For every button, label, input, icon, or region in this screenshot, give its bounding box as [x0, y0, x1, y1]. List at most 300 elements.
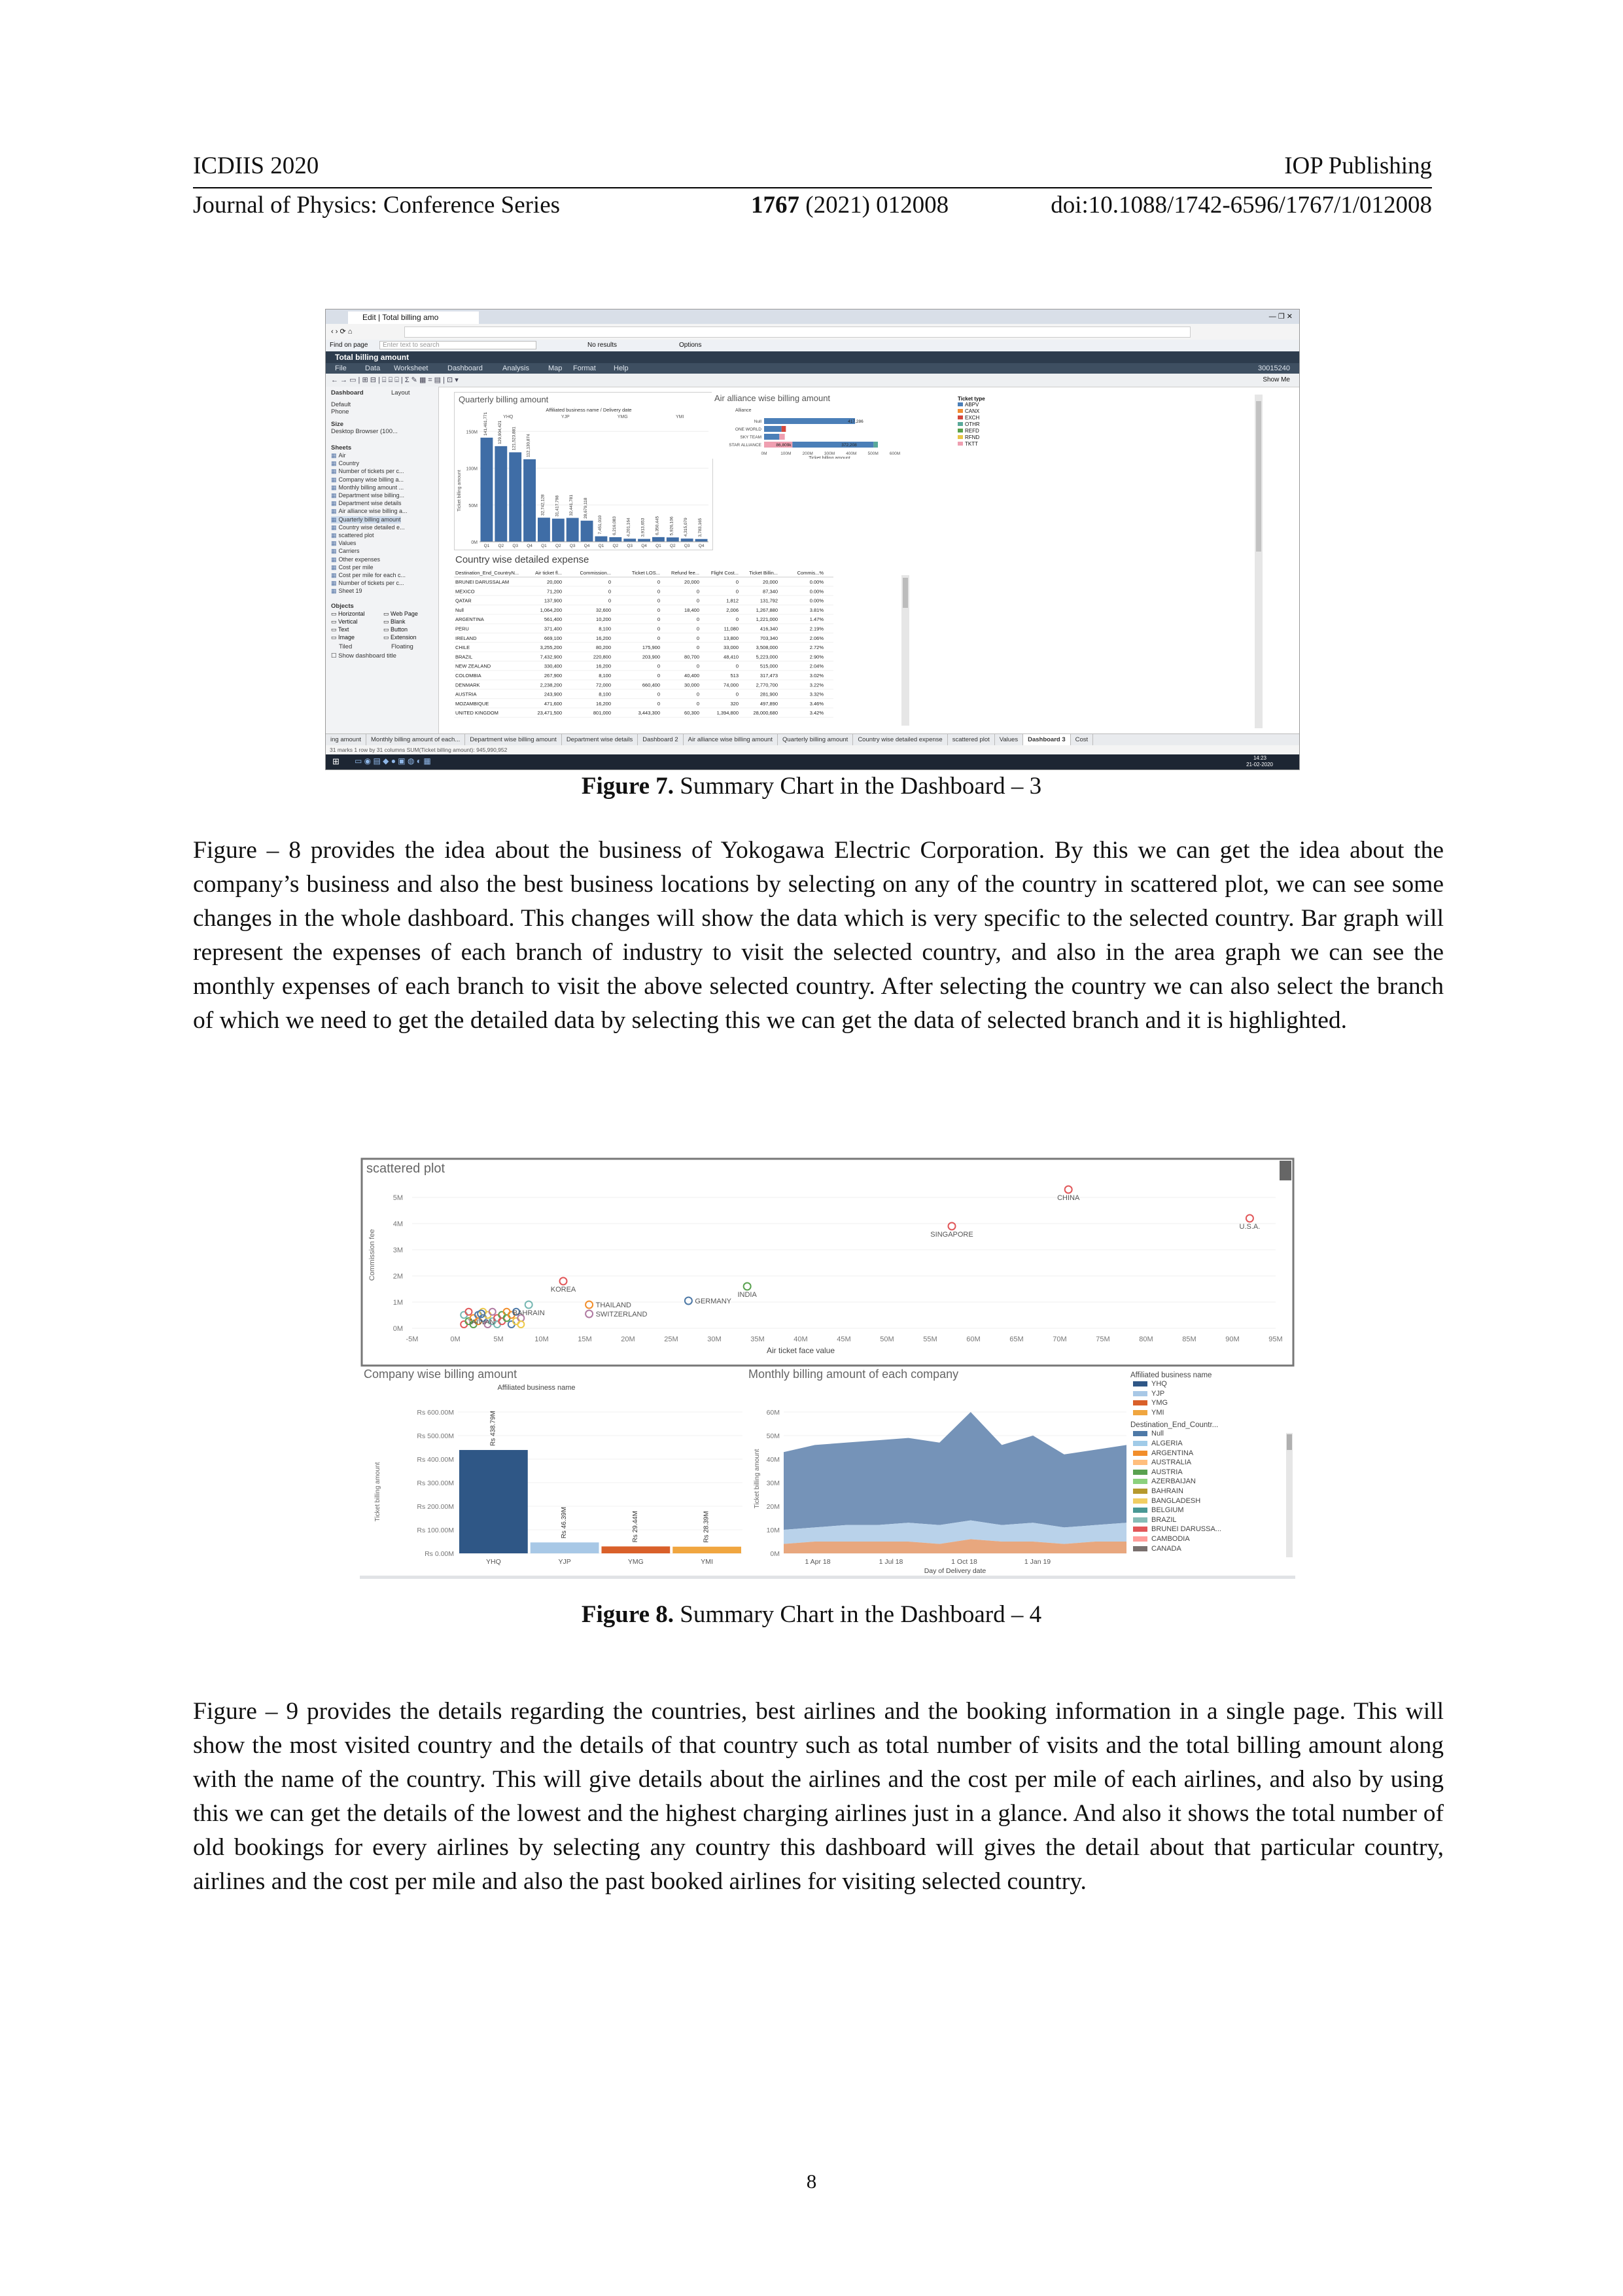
sheet-tab[interactable]: Dashboard 3	[1023, 734, 1071, 746]
sheet-item[interactable]	[331, 484, 404, 491]
alliance-bar-segment	[764, 426, 782, 432]
legend-label: BANGLADESH	[1151, 1496, 1201, 1505]
toolbar	[326, 374, 1299, 387]
sheet-item[interactable]	[331, 540, 356, 547]
x-tick: 0M	[450, 1335, 461, 1343]
legend-item	[1130, 1379, 1294, 1389]
status-bar: 31 marks 1 row by 31 columns SUM(Ticket billing amount): 945,990,952	[326, 745, 1300, 754]
company-bar	[531, 1542, 599, 1553]
table-cell: 3.42%	[809, 710, 824, 716]
legend-label: EXCH	[965, 415, 980, 421]
table-cell: BRUNEI DARUSSALAM	[455, 579, 510, 585]
sheet-item[interactable]	[331, 532, 374, 539]
point-label: TAIWAN	[467, 1318, 495, 1326]
table-cell: 0	[657, 673, 660, 679]
table-cell: 317,473	[759, 673, 778, 679]
table-cell: 8,100	[599, 626, 611, 632]
table-cell: 3.46%	[809, 700, 824, 707]
legend-swatch	[1133, 1489, 1147, 1494]
legend-item	[1130, 1525, 1294, 1534]
publisher-name: IOP Publishing	[1284, 152, 1432, 179]
tab-dashboard[interactable]: Dashboard	[331, 389, 364, 397]
x-tick: 0M	[761, 451, 767, 456]
menu-worksheet[interactable]: Worksheet	[394, 364, 428, 372]
table-cell: 5,223,000	[756, 654, 778, 660]
bar-value-label: 32,441,781	[569, 494, 574, 516]
point-label: INDIA	[737, 1291, 757, 1299]
quarter-bar	[581, 521, 593, 542]
chart-header: Affiliated business name	[497, 1384, 576, 1392]
x-tick: 1 Jan 19	[1024, 1558, 1051, 1566]
object-item[interactable]: ▭ Web Page	[383, 610, 418, 617]
chart-title: scattered plot	[366, 1161, 445, 1176]
table-cell: 0	[657, 700, 660, 707]
ticket-type-legend	[958, 396, 1030, 461]
table-cell: 330,400	[544, 663, 562, 669]
tiled-toggle[interactable]: Tiled	[339, 643, 353, 650]
table-cell: MOZAMBIQUE	[455, 700, 489, 707]
sheet-item[interactable]	[331, 492, 404, 499]
legend-item	[1130, 1515, 1294, 1525]
sheet-label: Department wise details	[338, 500, 402, 507]
sheet-icon: ▦	[331, 484, 337, 491]
table-cell: 0	[696, 663, 699, 669]
bar-value-label: 28,679,118	[584, 497, 589, 519]
legend-item	[1130, 1506, 1294, 1515]
table-cell: 2.72%	[809, 645, 824, 651]
point-label: U.S.A.	[1239, 1223, 1261, 1231]
table-cell: 243,900	[544, 691, 562, 698]
column-header: Ticket Billin...	[749, 570, 778, 576]
group-label: YMG	[617, 415, 628, 419]
point-label: THAILAND	[595, 1301, 632, 1309]
x-tick: Q3	[684, 544, 690, 548]
table-cell: 416,340	[759, 626, 778, 632]
table-cell: 137,900	[544, 597, 562, 604]
legend-swatch	[1133, 1400, 1147, 1405]
x-tick: 85M	[1182, 1335, 1196, 1343]
sheet-item[interactable]	[331, 580, 404, 587]
object-item[interactable]: ▭ Text	[331, 626, 349, 633]
company-bar	[602, 1546, 671, 1553]
monthly-area-chart	[746, 1368, 1132, 1577]
sheet-item[interactable]	[331, 508, 408, 515]
browser-tab[interactable]	[348, 311, 479, 324]
object-item[interactable]: ▭ Button	[383, 626, 408, 633]
legend-label: BELGIUM	[1151, 1506, 1184, 1515]
legend-item	[1130, 1468, 1294, 1477]
legend-item	[958, 441, 1030, 448]
quarter-bar	[681, 539, 693, 542]
x-tick: Q3	[627, 544, 633, 548]
chart-header: Affiliated business name / Delivery date	[546, 407, 632, 413]
x-tick: Q4	[698, 544, 705, 548]
bar-value-label: 6,350,445	[655, 516, 660, 535]
y-tick: Rs 0.00M	[425, 1550, 454, 1558]
address-bar[interactable]: ‹ › ⟳ ⌂	[326, 324, 1299, 340]
figure-8-label: Figure 8.	[581, 1601, 674, 1628]
legend-label: CANX	[965, 408, 980, 414]
table-cell: 13,800	[724, 635, 739, 641]
legend-label: AUSTRALIA	[1151, 1458, 1192, 1467]
start-icon[interactable]: ⊞	[332, 756, 340, 766]
table-cell: 0.00%	[809, 588, 824, 595]
table-cell: 175,900	[642, 645, 660, 651]
legend-scrollbar[interactable]	[1286, 1433, 1293, 1557]
table-cell: 2,238,200	[540, 682, 562, 688]
x-tick: 50M	[880, 1335, 894, 1343]
legend-swatch	[1133, 1441, 1147, 1446]
object-item[interactable]: ▭ Extension	[383, 634, 417, 641]
bar-value-label: 32,742,128	[540, 494, 546, 516]
table-cell: 0	[657, 635, 660, 641]
bar-value-label: 3,913,653	[640, 518, 646, 537]
table-cell: 2.04%	[809, 663, 824, 669]
sheet-icon: ▦	[331, 523, 337, 531]
table-cell: 0	[657, 597, 660, 604]
table-cell: 281,900	[759, 691, 778, 698]
quarter-bar	[609, 537, 621, 542]
legend-item	[958, 421, 1030, 428]
sheet-item[interactable]	[331, 572, 406, 579]
y-tick: 0M	[471, 540, 478, 545]
table-cell: 3.02%	[809, 673, 824, 679]
alliance-bar-segment	[873, 442, 878, 448]
area-series-yhq	[784, 1412, 1126, 1530]
table-cell: 0	[696, 700, 699, 707]
sheet-item[interactable]	[331, 588, 362, 595]
column-header: Commis...%	[797, 570, 824, 576]
column-header: Destination_End_CountryN...	[455, 570, 519, 576]
row-label: STAR ALLIANCE	[729, 443, 761, 448]
table-cell: 0.00%	[809, 579, 824, 585]
sheet-item[interactable]	[331, 564, 374, 571]
canvas-scrollbar[interactable]	[1255, 395, 1263, 728]
sheet-icon: ▦	[331, 452, 337, 459]
y-tick: Rs 500.00M	[417, 1432, 454, 1440]
legend-label: TKTT	[965, 441, 978, 447]
sheet-icon: ▦	[331, 492, 337, 499]
y-tick: 60M	[766, 1409, 780, 1417]
sheet-tab[interactable]: Department wise billing amount	[465, 734, 562, 746]
show-title-checkbox[interactable]: ☐ Show dashboard title	[331, 652, 396, 660]
sheet-label: scattered plot	[338, 532, 374, 539]
menu-map[interactable]: Map	[548, 364, 563, 372]
bar-value-label: Rs 28.39M	[703, 1511, 710, 1543]
bar-value-label: 141,461,771	[483, 412, 488, 436]
x-tick: 60M	[966, 1335, 981, 1343]
table-cell: PERU	[455, 626, 469, 632]
table-cell: 40,400	[684, 673, 699, 679]
paragraph-1: Figure – 8 provides the idea about the business of Yokogawa Electric Corporation. By this we can get the idea about the company’s business and also the best business locations by selecting on any of the country in scattered plot, we can see some changes in the whole dashboard. This changes will show the data which is very specific to the selected country. Bar graph will represent the expenses of each branch of industry to visit the selected country, and also in the area graph we can see the monthly expenses of each branch to visit the above selected country. After selecting the country we can also select the branch of which we need to get the detailed data by selecting this we can get the data of selected branch and it is highlighted.	[193, 837, 1444, 1034]
table-cell: 0	[696, 691, 699, 698]
table-cell: 28,000,680	[753, 710, 778, 716]
table-cell: 267,900	[544, 673, 562, 679]
taskbar-apps[interactable]: ▭ ◉ ▤ ◆ ● ▣ ◍ ◐ ▦	[355, 756, 431, 766]
menu-file[interactable]: File	[335, 364, 347, 372]
sheet-tabs	[326, 734, 1299, 746]
object-item[interactable]: ▭ Blank	[383, 618, 406, 625]
sheets-label: Sheets	[331, 444, 352, 451]
alliance-chart-panel	[712, 392, 950, 459]
sheet-item[interactable]	[331, 548, 360, 555]
x-tick: 55M	[923, 1335, 937, 1343]
menu-format[interactable]: Format	[573, 364, 596, 372]
legend-label: ABPV	[965, 402, 979, 408]
table-cell: 3.81%	[809, 607, 824, 613]
table-cell: 20,000	[547, 579, 562, 585]
sheet-tab[interactable]: ing amount	[326, 734, 366, 746]
sheet-tab[interactable]: Dashboard 2	[638, 734, 683, 746]
table-cell: 220,800	[593, 654, 611, 660]
table-cell: 0	[657, 663, 660, 669]
sheet-tab[interactable]: Department wise details	[562, 734, 638, 746]
x-tick: Q3	[569, 544, 576, 548]
device-phone[interactable]: Phone	[331, 408, 349, 415]
bar-value-label: 372,208	[841, 443, 857, 448]
table-cell: 0	[696, 626, 699, 632]
legend-item	[1130, 1389, 1294, 1399]
page-number: 8	[806, 2170, 817, 2193]
table-cell: 20,000	[684, 579, 699, 585]
table-cell: 3,443,300	[638, 710, 660, 716]
sheet-item[interactable]	[331, 468, 404, 475]
figure-7-screenshot	[325, 309, 1300, 770]
legend-swatch	[1133, 1517, 1147, 1523]
legend-label: YJP	[1151, 1389, 1165, 1398]
sheet-item[interactable]	[331, 556, 380, 563]
x-tick: 90M	[1225, 1335, 1240, 1343]
point-label: SINGAPORE	[930, 1231, 973, 1239]
legend-item	[1130, 1458, 1294, 1468]
object-item[interactable]: ▭ Image	[331, 634, 355, 641]
table-cell: 8,100	[599, 691, 611, 698]
browser-tab-label: Edit | Total billing amo	[362, 313, 439, 322]
sheet-item[interactable]	[331, 460, 359, 467]
table-cell: 48,410	[724, 654, 739, 660]
x-tick: Q4	[527, 544, 532, 548]
y-tick: 0M	[770, 1550, 780, 1558]
url-field[interactable]	[404, 327, 1191, 338]
device-default[interactable]: Default	[331, 401, 351, 408]
objects-label: Objects	[331, 603, 354, 610]
sheet-label: Number of tickets per c...	[338, 468, 404, 475]
table-cell: 0	[735, 691, 739, 698]
x-tick: Q1	[655, 544, 661, 548]
bar-value-label: 4,315,079	[684, 518, 689, 537]
sheet-tab[interactable]: Country wise detailed expense	[853, 734, 947, 746]
table-cell: IRELAND	[455, 635, 477, 641]
table-cell: 1,267,880	[756, 607, 778, 613]
legend-swatch	[1133, 1451, 1147, 1456]
legend-label: OTHR	[965, 421, 980, 427]
legend-item	[1130, 1439, 1294, 1449]
table-cell: 515,000	[759, 663, 778, 669]
chart-title: Company wise billing amount	[364, 1368, 517, 1381]
sheet-item[interactable]	[331, 524, 405, 531]
object-item[interactable]: ▭ Horizontal	[331, 610, 365, 617]
header-rule	[193, 187, 1432, 188]
table-cell: 471,600	[544, 700, 562, 707]
x-tick: 10M	[534, 1335, 549, 1343]
x-tick: YMI	[701, 1558, 713, 1566]
tab-layout[interactable]: Layout	[391, 389, 410, 397]
y-tick: 20M	[766, 1503, 780, 1511]
x-tick: 200M	[802, 451, 813, 456]
table-cell: 513	[730, 673, 739, 679]
y-tick: 4M	[393, 1220, 403, 1228]
y-tick: 40M	[766, 1456, 780, 1464]
object-item[interactable]: ▭ Vertical	[331, 618, 358, 625]
sheet-tab[interactable]: scattered plot	[948, 734, 995, 746]
legend-label: RFND	[965, 434, 980, 440]
sheet-icon: ▦	[331, 548, 337, 555]
legend-items	[958, 402, 1030, 448]
find-input[interactable]: Enter text to search	[379, 341, 536, 349]
menu-data[interactable]: Data	[365, 364, 381, 372]
legend-item	[1130, 1496, 1294, 1506]
figure-8-caption-text: Summary Chart in the Dashboard – 4	[680, 1601, 1042, 1628]
table-cell: CHILE	[455, 645, 470, 651]
sheet-label: Sheet 19	[338, 588, 362, 595]
window-controls[interactable]: — ❐ ✕	[1268, 313, 1293, 321]
menu-analysis[interactable]: Analysis	[502, 364, 529, 372]
legend-title: Ticket type	[958, 396, 985, 402]
x-axis-label: Air ticket face value	[766, 1346, 835, 1355]
floating-toggle[interactable]: Floating	[391, 643, 413, 650]
legend-swatch	[958, 409, 963, 413]
menu-dashboard[interactable]: Dashboard	[447, 364, 483, 372]
company-bar	[672, 1547, 741, 1553]
user-count: 30015240	[1258, 364, 1290, 372]
sheet-label: Country wise detailed e...	[338, 523, 405, 531]
size-dropdown[interactable]: Desktop Browser (100...	[331, 428, 398, 435]
legend-swatch	[1133, 1391, 1147, 1396]
legend-label: ARGENTINA	[1151, 1449, 1194, 1457]
table-cell: 0.00%	[809, 597, 824, 604]
alliance-bar-segment	[782, 426, 786, 432]
row-label: Null	[754, 419, 761, 424]
bar-value-label: 417,286	[848, 419, 864, 424]
table-scrollbar[interactable]	[901, 575, 909, 726]
legend-swatch	[958, 442, 963, 446]
legend-item	[1130, 1398, 1294, 1408]
find-label: Find on page	[330, 342, 368, 349]
table-cell: 16,200	[596, 700, 611, 707]
table-cell: 10,200	[596, 616, 611, 623]
legend-label: AUSTRIA	[1151, 1468, 1183, 1476]
table-cell: 0	[696, 635, 699, 641]
sheet-item[interactable]	[331, 500, 402, 507]
table-cell: MEXICO	[455, 588, 475, 595]
column-header: Ticket LOS...	[631, 570, 660, 576]
toolbar-icons[interactable]: ← → ▭ | ⊞ ⊟ | ⌸ ⌸ ⌸ | Σ ✎ ▦ ⌗ ▤ | ⊡ ▾	[331, 376, 459, 384]
sheet-tab[interactable]: Air alliance wise billing amount	[684, 734, 778, 746]
legend-label: CANADA	[1151, 1544, 1181, 1553]
x-tick: 500M	[867, 451, 879, 456]
sheet-icon: ▦	[331, 588, 337, 595]
table-cell: COLOMBIA	[455, 673, 481, 679]
x-tick: 45M	[837, 1335, 851, 1343]
find-options[interactable]: Options	[679, 342, 702, 349]
paragraph-2: Figure – 9 provides the details regarding the countries, best airlines and the booking information in a single page. This will show the most visited country and the details of that country such as total number of visits and the total billing amount along with the name of the country. This will give details about the airlines and the cost per mile of each airlines, and also by using this we can get the details of the lowest and the highest charging airlines just in a glance. And also it shows the total number of old bookings for every airlines by selecting any country this dashboard will gives the detail about that particular country, airlines and the cost per mile and also the past booked airlines for visiting selected country.	[193, 1698, 1444, 1895]
table-cell: 2,006	[726, 607, 739, 613]
row-label: SKY TEAM	[740, 435, 761, 440]
sheet-tab[interactable]: Cost	[1071, 734, 1094, 746]
figure-7-caption	[0, 772, 1623, 801]
chart-title: Quarterly billing amount	[459, 395, 549, 404]
sheet-tab[interactable]: Monthly billing amount of each...	[366, 734, 465, 746]
sheet-label: Values	[338, 540, 357, 547]
legend-label: YHQ	[1151, 1380, 1167, 1388]
sheet-item[interactable]	[331, 516, 401, 523]
y-tick: 5M	[393, 1194, 403, 1202]
bar-value-label: 7,451,010	[597, 515, 602, 535]
find-results: No results	[587, 342, 618, 349]
bar-value-label: Rs 29.44M	[631, 1511, 639, 1543]
sheet-label: Cost per mile for each c...	[338, 572, 406, 578]
menu-help[interactable]: Help	[614, 364, 629, 372]
sheet-item[interactable]	[331, 476, 404, 484]
x-tick: Q1	[598, 544, 604, 548]
y-tick: 150M	[466, 430, 478, 435]
legend-label: Null	[1151, 1430, 1164, 1438]
legend-swatch	[1133, 1527, 1147, 1532]
legend-item	[958, 428, 1030, 434]
legend-swatch	[1133, 1479, 1147, 1484]
table-cell: 8,100	[599, 673, 611, 679]
table-cell: 18,400	[684, 607, 699, 613]
table-cell: 3,508,000	[756, 645, 778, 651]
table-cell: Null	[455, 607, 464, 613]
show-me-button[interactable]: Show Me	[1263, 376, 1290, 383]
y-tick: 50M	[468, 503, 478, 508]
sheet-tab[interactable]: Quarterly billing amount	[778, 734, 853, 746]
sheet-icon: ▦	[331, 468, 337, 475]
alliance-bar-segment	[779, 434, 784, 440]
sheet-icon: ▦	[331, 572, 337, 578]
corner-toolbar	[1280, 1161, 1291, 1180]
x-tick: Q4	[641, 544, 647, 548]
sheet-item[interactable]	[331, 452, 346, 459]
dashboard-side-panel	[326, 387, 439, 733]
sheet-label: Carriers	[338, 548, 360, 555]
table-cell: 1,064,200	[540, 607, 562, 613]
legend-item	[958, 408, 1030, 415]
quarter-bar	[595, 537, 608, 542]
legend-country-title: Destination_End_Countr...	[1130, 1421, 1219, 1430]
quarter-bar	[695, 539, 708, 542]
group-label: YMI	[676, 415, 684, 419]
column-header: Flight Cost...	[710, 570, 739, 576]
x-tick: 80M	[1139, 1335, 1153, 1343]
sheet-label: Monthly billing amount ...	[338, 484, 404, 491]
table-cell: 0	[608, 597, 611, 604]
windows-taskbar	[326, 754, 1299, 769]
x-tick: Q4	[584, 544, 590, 548]
legend-item	[1130, 1534, 1294, 1544]
x-tick: 1 Oct 18	[951, 1558, 977, 1566]
table-cell: BRAZIL	[455, 654, 473, 660]
group-label: YJP	[561, 415, 570, 419]
x-tick: YMG	[627, 1558, 644, 1566]
legend-item	[958, 402, 1030, 408]
table-cell: 0	[657, 579, 660, 585]
sheet-tab[interactable]: Values	[995, 734, 1023, 746]
doi: doi:10.1088/1742-6596/1767/1/012008	[1051, 192, 1432, 219]
quarter-bar	[481, 438, 493, 542]
legend-item	[1130, 1487, 1294, 1496]
